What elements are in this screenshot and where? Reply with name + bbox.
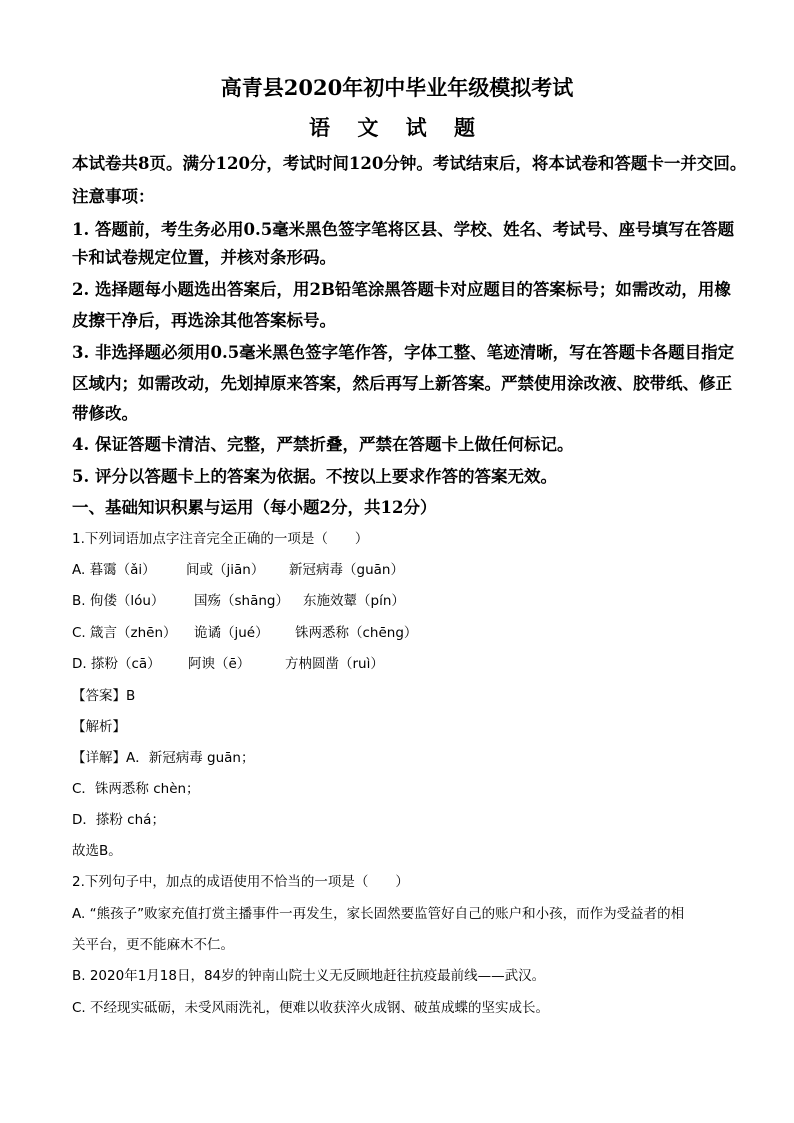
analysis-label: 【解析】 <box>72 719 126 735</box>
instruction-line: 皮擦干净后，再选涂其他答案标号。 <box>72 311 336 330</box>
option-item: 东施效颦（pín） <box>303 593 405 609</box>
option-row <box>72 621 417 641</box>
option-item: 诡谲（jué） <box>194 625 269 641</box>
instruction-line: 1. 答题前，考生务必用0.5毫米黑色签字笔将区县、学校、姓名、考试号、座号填写在答题 <box>72 220 735 239</box>
instruction-line: 注意事项： <box>72 187 155 206</box>
detail-line: C．铢两悉称 chèn； <box>72 781 200 797</box>
option-item: 国殇（shāng） <box>194 593 289 609</box>
option-item: A. 暮霭（ǎi） <box>72 562 156 578</box>
option-row <box>72 558 404 578</box>
section-heading: 一、基础知识积累与运用（每小题2分，共12分） <box>72 498 437 517</box>
detail-line: 【详解】A．新冠病毒 guān； <box>72 750 255 766</box>
detail-line: D．搽粉 chá； <box>72 812 165 828</box>
option-item: C. 箴言（zhēn） <box>72 625 177 641</box>
option-item: 阿谀（ē） <box>188 656 251 672</box>
option-line: A. “熊孩子”败家充值打赏主播事件一再发生，家长固然要监管好自己的账户和小孩，而作为受益者的相 <box>72 906 685 922</box>
option-item: 铢两悉称（chēng） <box>295 625 418 641</box>
instruction-line: 4. 保证答题卡清洁、完整，严禁折叠，严禁在答题卡上做任何标记。 <box>72 435 574 454</box>
option-row <box>72 652 384 672</box>
option-line: B. 2020年1月18日，84岁的钟南山院士义无反顾地赶往抗疫最前线——武汉。 <box>72 968 546 984</box>
option-item: B. 佝偻（lóu） <box>72 593 165 609</box>
option-item: D. 搽粉（cā） <box>72 656 161 672</box>
instruction-line: 本试卷共8页。满分120分，考试时间120分钟。考试结束后，将本试卷和答题卡一并交回。 <box>72 154 747 173</box>
exam-title: 高青县2020年初中毕业年级模拟考试 <box>220 75 574 100</box>
instruction-line: 带修改。 <box>72 404 138 423</box>
option-item: 方枘圆凿（ruì） <box>285 656 384 672</box>
exam-subtitle: 语 文 试 题 <box>309 115 485 140</box>
instruction-line: 3. 非选择题必须用0.5毫米黑色签字笔作答，字体工整、笔迹清晰，写在答题卡各题目指定 <box>72 343 735 362</box>
instruction-line: 5. 评分以答题卡上的答案为依据。不按以上要求作答的答案无效。 <box>72 467 557 486</box>
instruction-line: 区域内；如需改动，先划掉原来答案，然后再写上新答案。严禁使用涂改液、胶带纸、修正 <box>72 374 732 393</box>
detail-line: 故选B。 <box>72 843 122 859</box>
instruction-line: 2. 选择题每小题选出答案后，用2B铅笔涂黑答题卡对应题目的答案标号；如需改动，用橡 <box>72 280 731 299</box>
option-item: 间或（jiān） <box>186 562 265 578</box>
option-item: 新冠病毒（guān） <box>289 562 404 578</box>
question-stem: 2.下列句子中，加点的成语使用不恰当的一项是（ ） <box>72 874 409 890</box>
instruction-line: 卡和试卷规定位置，并核对条形码。 <box>72 248 336 267</box>
option-row <box>72 589 405 609</box>
question-stem: 1.下列词语加点字注音完全正确的一项是（ ） <box>72 531 369 547</box>
option-line: 关平台，更不能麻木不仁。 <box>72 937 234 953</box>
option-line: C. 不经现实砥砺，未受风雨洗礼，便难以收获淬火成钢、破茧成蝶的坚实成长。 <box>72 1000 550 1016</box>
answer-label: 【答案】B <box>72 688 136 704</box>
